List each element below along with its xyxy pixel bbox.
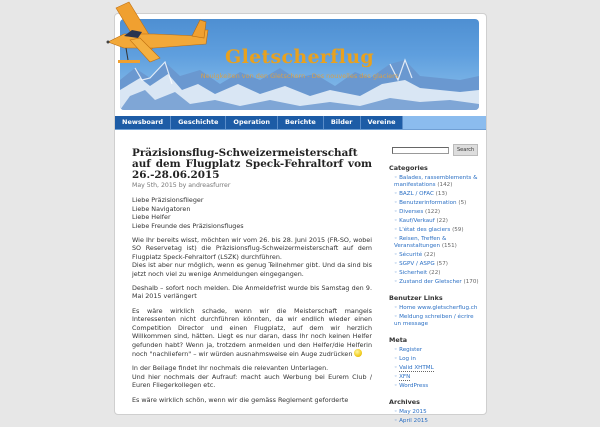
greeting-line: Liebe Freunde des Präzisionsfluges: [132, 221, 244, 230]
xfn-link[interactable]: XFN: [399, 374, 411, 380]
user-links-widget: [389, 295, 481, 328]
archive-item: ◦ April 2015: [394, 418, 428, 424]
post-body: [132, 196, 372, 404]
category-link[interactable]: BAZL / OFAC: [399, 191, 434, 197]
archive-item: ◦ May 2015: [394, 409, 427, 415]
meta-item: ◦ Register: [394, 347, 423, 353]
paragraph-text: Dies ist aber nur möglich, wenn es genug Teilnehmer gibt. Und da sind bis jetzt noch viel zu wenige Anmeldungen eingegangen.: [132, 261, 372, 278]
category-link[interactable]: Reisen, Treffen & Veranstaltungen: [394, 236, 447, 249]
paragraph-text: Es wäre wirklich schade, wenn wir die Meisterschaft mangels Interessenten nicht durchführen könnten, da wir endlich wieder einen Competition Director und einen Flugplatz, auf dem wir herzlich Willkommen sind, hätten. Liegt es nur daran, dass Ihr noch keinen Helfer gefunden habt? Wenn ja, trotzdem anmelden und den Helfer/die Helferin noch "nachliefern" – wir würden ausnahmsweise ein Auge zudrücken: [132, 306, 372, 358]
category-link[interactable]: L'état des glaciers: [399, 227, 451, 233]
category-link[interactable]: Sicherheit: [399, 270, 428, 276]
category-count: (22): [436, 218, 448, 224]
widget-title: Archives: [389, 398, 420, 406]
meta-item: ◦ WordPress: [394, 383, 429, 389]
paragraph: [132, 307, 372, 358]
nav-item-berichte[interactable]: Berichte: [278, 116, 324, 129]
greeting: [132, 196, 372, 230]
category-link[interactable]: Diverses: [399, 209, 424, 215]
paragraph: Es wäre wirklich schön, wenn wir die gemäss Reglement geforderte: [132, 395, 349, 404]
wordpress-link[interactable]: WordPress: [399, 383, 429, 389]
nav-item-operation[interactable]: Operation: [226, 116, 278, 129]
category-item: ◦ Balades, rassemblements & manifestations (142): [394, 175, 478, 188]
category-item: ◦ BAZL / OFAC (13): [394, 191, 448, 197]
category-item: ◦ Reisen, Treffen & Veranstaltungen (151): [394, 236, 457, 249]
category-count: (122): [425, 209, 441, 215]
category-count: (59): [452, 227, 464, 233]
sidebar: [389, 144, 481, 427]
nav-item-geschichte[interactable]: Geschichte: [171, 116, 226, 129]
category-link[interactable]: Kauf/Verkauf: [399, 218, 435, 224]
search-button[interactable]: Search: [453, 144, 478, 156]
widget-title: Categories: [389, 164, 428, 172]
post-meta: May 5th, 2015 by andreasfurrer: [132, 182, 231, 189]
category-link[interactable]: Benutzerinformation: [399, 200, 457, 206]
greeting-line: Liebe Navigatoren: [132, 204, 191, 213]
main-nav: [115, 116, 486, 130]
category-item: ◦ L'état des glaciers (59): [394, 227, 464, 233]
category-item: ◦ Zustand der Gletscher (170): [394, 279, 479, 285]
category-link[interactable]: Zustand der Gletscher: [399, 279, 462, 285]
site-title[interactable]: Gletscherflug: [225, 46, 374, 68]
categories-widget: [389, 165, 481, 286]
category-item: ◦ Benutzerinformation (5): [394, 200, 467, 206]
archives-widget: [389, 399, 481, 425]
greeting-line: Liebe Helfer: [132, 213, 171, 222]
nav-item-newsboard[interactable]: Newsboard: [115, 116, 171, 129]
wink-smiley-icon: [354, 349, 362, 357]
page-container: [114, 13, 487, 424]
valid-xhtml-link[interactable]: Valid XHTML: [399, 365, 434, 371]
paragraph-text: Und hier nochmals der Aufrauf: macht auch Werbung bei Eurem Club / Euren Fliegerkollegen etc.: [132, 372, 372, 390]
link-item: ◦ Home www.gletscherflug.ch: [394, 305, 478, 311]
category-count: (170): [463, 279, 479, 285]
search-form: [392, 144, 481, 156]
category-count: (13): [435, 191, 448, 197]
widget-title: Meta: [389, 336, 408, 344]
meta-item: ◦ XFN: [394, 374, 411, 380]
archive-link[interactable]: April 2015: [399, 418, 428, 424]
airplane-image: [104, 0, 214, 70]
site-description: Neuigkeiten von den Gletschern - Des nouvelles des glaciers: [200, 72, 399, 80]
paragraph: [132, 236, 372, 278]
meta-item: ◦ Log in: [394, 356, 416, 362]
category-item: ◦ SGPV / ASPG (57): [394, 261, 448, 267]
category-item: ◦ Sécurité (22): [394, 252, 436, 258]
login-link[interactable]: Log in: [399, 356, 416, 362]
category-item: ◦ Diverses (122): [394, 209, 441, 215]
paragraph: [132, 364, 372, 389]
category-item: ◦ Kauf/Verkauf (22): [394, 218, 448, 224]
category-link[interactable]: SGPV / ASPG: [399, 261, 435, 267]
category-count: (57): [436, 261, 448, 267]
category-count: (22): [423, 252, 436, 258]
paragraph-text: Wie Ihr bereits wisst, möchten wir vom 26. bis 28. Juni 2015 (FR-SO, wobei SO Reservetag ist) die Präzisionsflug-Schweizermeisterschaft auf dem Flugplatz Speck-Fehraltorf (LSZK) durchführen.: [132, 236, 372, 261]
register-link[interactable]: Register: [399, 347, 423, 353]
post-title[interactable]: Präzisionsflug-Schweizermeisterschaft auf dem Flugplatz Speck-Fehraltorf vom 26.-28.06.2015: [132, 147, 372, 181]
main-content: [132, 134, 372, 410]
category-link[interactable]: Balades, rassemblements & manifestations: [394, 175, 478, 188]
nav-item-bilder[interactable]: Bilder: [324, 116, 361, 129]
meta-item: ◦ Valid XHTML: [394, 365, 434, 371]
nav-item-vereine[interactable]: Vereine: [361, 116, 404, 129]
write-message-link[interactable]: Meldung schreiben / écrire un message: [394, 314, 474, 327]
search-input[interactable]: [392, 147, 449, 154]
widget-title: Benutzer Links: [389, 294, 443, 302]
category-count: (22): [428, 270, 441, 276]
paragraph-text: In der Beilage findet Ihr nochmals die relevanten Unterlagen.: [132, 364, 329, 373]
category-count: (151): [441, 243, 457, 249]
archive-link[interactable]: May 2015: [399, 409, 427, 415]
link-item: ◦ Meldung schreiben / écrire un message: [394, 314, 474, 327]
meta-widget: [389, 337, 481, 390]
category-item: ◦ Sicherheit (22): [394, 270, 441, 276]
home-link[interactable]: Home www.gletscherflug.ch: [399, 305, 478, 311]
category-count: (142): [437, 182, 453, 188]
paragraph: Deshalb – sofort noch melden. Die Anmeldefrist wurde bis Samstag den 9. Mai 2015 verlängert: [132, 284, 372, 301]
greeting-line: Liebe Präzisionsflieger: [132, 196, 204, 205]
category-count: (5): [458, 200, 467, 206]
category-link[interactable]: Sécurité: [399, 252, 423, 258]
